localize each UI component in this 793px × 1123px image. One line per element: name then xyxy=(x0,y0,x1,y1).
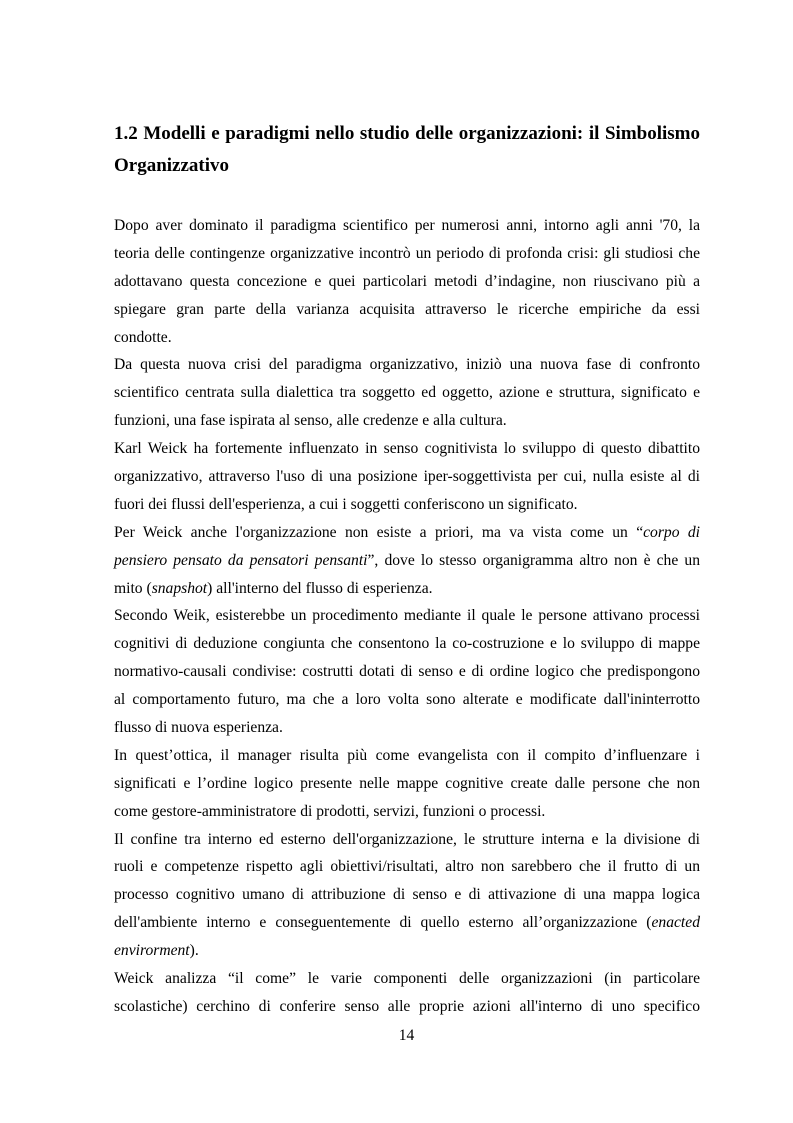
text-line: ruoli e competenze rispetto agli obiettivi/risultati, altro non sarebbero che il frutto di un xyxy=(114,858,700,876)
italic-text: pensiero pensato da pensatori pensanti xyxy=(114,551,368,569)
text-run: dell'ambiente interno e conseguentemente di quello esterno all’organizzazione ( xyxy=(114,914,652,932)
text-line xyxy=(114,937,700,965)
text-line: scientifico centrata sulla dialettica tra soggetto ed oggetto, azione e struttura, significato e xyxy=(114,384,700,402)
paragraph-2 xyxy=(114,351,700,435)
paragraph-7 xyxy=(114,826,700,965)
text-line xyxy=(114,547,700,575)
text-line: significati e l’ordine logico presente nelle mappe cognitive create dalle persone che non xyxy=(114,774,700,792)
text-line: flusso di nuova esperienza. xyxy=(114,719,283,737)
text-line: Karl Weick ha fortemente influenzato in senso cognitivista lo sviluppo di questo dibattito xyxy=(114,440,700,458)
text-line xyxy=(114,909,700,937)
text-line: Dopo aver dominato il paradigma scientifico per numerosi anni, intorno agli anni '70, la xyxy=(114,217,700,234)
section-heading xyxy=(114,118,700,182)
text-run: ). xyxy=(189,942,199,960)
text-line xyxy=(114,575,700,603)
paragraph-4 xyxy=(114,519,700,603)
paragraph-5 xyxy=(114,602,700,741)
text-run: mito ( xyxy=(114,579,152,597)
text-line: Il confine tra interno ed esterno dell'organizzazione, le strutture interna e la divisione di xyxy=(114,830,700,848)
text-line: In quest’ottica, il manager risulta più come evangelista con il compito d’influenzare i xyxy=(114,746,700,764)
text-run: ) all'interno del flusso di esperienza. xyxy=(207,579,433,597)
text-line: teoria delle contingenze organizzative incontrò un periodo di profonda crisi: gli studiosi che xyxy=(114,244,700,262)
text-line: normativo-causali condivise: costrutti dotati di senso e di ordine logico che predispongono xyxy=(114,663,700,681)
text-line: Da questa nuova crisi del paradigma organizzativo, iniziò una nuova fase di confronto xyxy=(114,356,700,374)
text-line: Weick analizza “il come” le varie componenti delle organizzazioni (in particolare xyxy=(114,970,700,988)
text-line: scolastiche) cerchino di conferire senso alle proprie azioni all'interno di uno specifico xyxy=(114,997,700,1015)
text-line: funzioni, una fase ispirata al senso, alle credenze e alla cultura. xyxy=(114,412,507,430)
paragraph-1 xyxy=(114,212,700,351)
text-run: ”, dove lo stesso organigramma altro non è che un xyxy=(367,551,700,569)
text-line: al comportamento futuro, ma che a loro volta sono alterate e modificate dall'ininterrotto xyxy=(114,691,700,709)
text-line: cognitivi di deduzione congiunta che consentono la co-costruzione e lo sviluppo di mappe xyxy=(114,635,700,653)
paragraph-8 xyxy=(114,965,700,1021)
text-line: Secondo Weik, esisterebbe un procedimento mediante il quale le persone attivano processi xyxy=(114,607,700,625)
section-heading-line-1: 1.2 Modelli e paradigmi nello studio delle organizzazioni: il Simbolismo xyxy=(114,123,700,144)
italic-text: enacted xyxy=(651,914,700,932)
text-line: processo cognitivo umano di attribuzione di senso e di attivazione di una mappa logica xyxy=(114,886,700,904)
paragraph-6 xyxy=(114,742,700,826)
italic-text: envirorment xyxy=(114,942,190,960)
text-run: Per Weick anche l'organizzazione non esiste a priori, ma va vista come un “ xyxy=(114,523,644,541)
paragraph-3 xyxy=(114,435,700,519)
text-line: condotte. xyxy=(114,328,172,346)
italic-text: snapshot xyxy=(151,579,208,597)
page-number: 14 xyxy=(398,1027,415,1044)
text-line xyxy=(114,519,700,547)
text-line: adottavano questa concezione e quei particolari metodi d’indagine, non riuscivano più a xyxy=(114,272,700,290)
text-line: spiegare gran parte della varianza acquisita attraverso le ricerche empiriche da essi xyxy=(114,300,700,318)
text-line: come gestore-amministratore di prodotti, servizi, funzioni o processi. xyxy=(114,802,546,820)
body-text xyxy=(114,212,700,1021)
italic-text: corpo di xyxy=(643,523,700,541)
text-line: fuori dei flussi dell'esperienza, a cui i soggetti conferiscono un significato. xyxy=(114,495,578,513)
section-heading-line-2: Organizzativo xyxy=(114,155,230,176)
text-line: organizzativo, attraverso l'uso di una posizione iper-soggettivista per cui, nulla esiste al di xyxy=(114,468,700,486)
